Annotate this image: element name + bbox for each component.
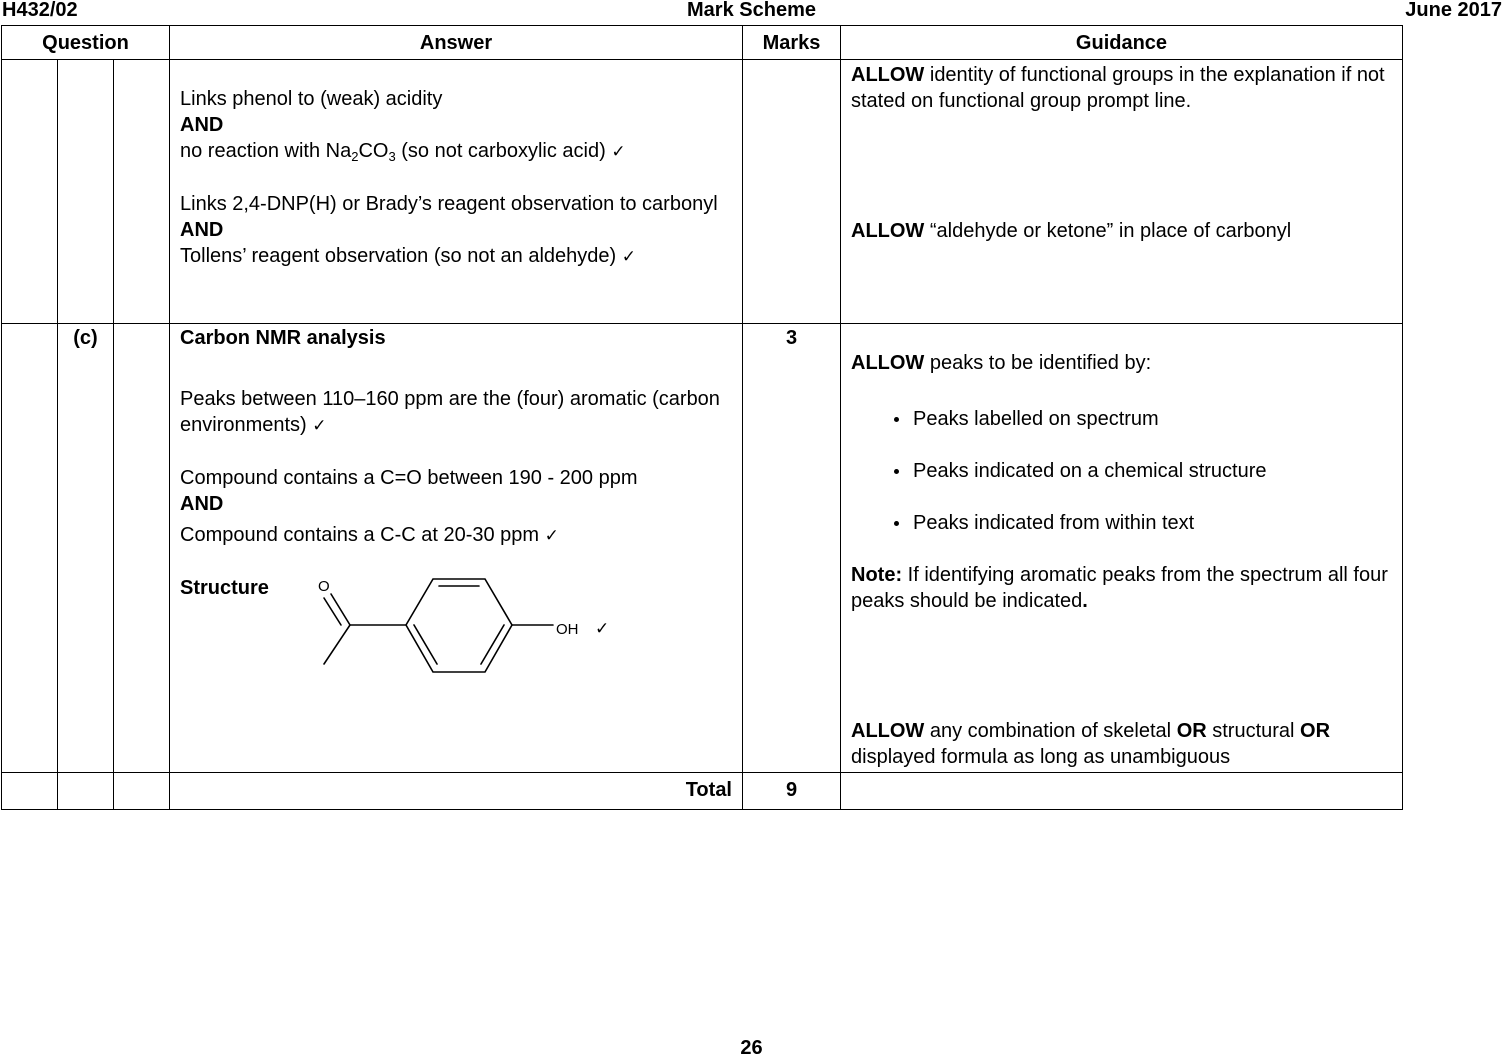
document-title: Mark Scheme xyxy=(687,0,816,21)
tick-icon: ✓ xyxy=(312,416,327,436)
question-subpart-cell xyxy=(114,60,170,324)
page-number: 26 xyxy=(740,1037,763,1059)
methyl-bond xyxy=(324,625,350,664)
answer-connective: AND xyxy=(180,114,224,136)
answer-header: Answer xyxy=(170,26,743,60)
carbonyl-double-bond xyxy=(324,598,341,625)
structure-label: Structure xyxy=(180,577,269,599)
answer-heading: Carbon NMR analysis xyxy=(180,327,386,349)
document-date: June 2017 xyxy=(1405,0,1502,21)
carbonyl-double-bond xyxy=(331,594,350,625)
tick-icon: ✓ xyxy=(611,142,626,162)
tick-icon: ✓ xyxy=(621,247,637,267)
answer-cell xyxy=(170,60,743,324)
document-code: H432/02 xyxy=(2,0,78,21)
answer-connective: AND xyxy=(180,219,224,241)
atom-label-hydroxyl: OH xyxy=(556,621,579,638)
answer-connective: AND xyxy=(180,493,224,515)
question-part-cell xyxy=(58,60,114,324)
question-number-cell xyxy=(2,324,58,773)
table-row xyxy=(2,60,1403,324)
question-number-cell xyxy=(2,60,58,324)
answer-line: no reaction with $Na_2CO_3$ (so not carboxylic acid) ✓ xyxy=(180,140,626,164)
guidance-cell xyxy=(841,60,1403,324)
total-marks: 9 xyxy=(743,773,841,810)
tick-icon: ✓ xyxy=(595,619,610,639)
structure-block xyxy=(180,575,732,695)
guidance-cell xyxy=(841,324,1403,773)
total-row xyxy=(2,773,1403,810)
marks-cell: 3 xyxy=(743,324,841,773)
guidance-text: ALLOW any combination of skeletal OR structural OR displayed formula as long as unambiguous xyxy=(851,720,1331,768)
atom-label-oxygen: O xyxy=(318,578,330,595)
tick-icon: ✓ xyxy=(544,526,559,546)
answer-line: Compound contains a C=O between 190 - 200 ppm xyxy=(180,467,638,489)
header-row xyxy=(2,26,1403,60)
marks-header: Marks xyxy=(743,26,841,60)
answer-line: Peaks between 110–160 ppm are the (four) aromatic (carbon environments) ✓ xyxy=(180,388,720,436)
list-item: Peaks indicated from within text xyxy=(913,510,1392,536)
answer-line: Links phenol to (weak) acidity xyxy=(180,88,443,110)
guidance-bullet-list xyxy=(851,406,1392,536)
list-item: Peaks indicated on a chemical structure xyxy=(913,458,1392,484)
skeletal-structure-diagram xyxy=(305,565,635,685)
question-header: Question xyxy=(2,26,170,60)
total-label: Total xyxy=(170,773,743,810)
benzene-ring xyxy=(406,579,512,672)
guidance-text: ALLOW “aldehyde or ketone” in place of carbonyl xyxy=(851,220,1292,242)
guidance-text: ALLOW peaks to be identified by: xyxy=(851,352,1152,374)
list-item: Peaks labelled on spectrum xyxy=(913,406,1392,432)
table-row xyxy=(2,324,1403,773)
question-part-cell: (c) xyxy=(58,324,114,773)
answer-line: Links 2,4-DNP(H) or Brady’s reagent observation to carbonyl xyxy=(180,193,718,215)
guidance-text: ALLOW identity of functional groups in the explanation if not stated on functional group prompt line. xyxy=(851,64,1385,112)
question-subpart-cell xyxy=(114,324,170,773)
mark-scheme-table xyxy=(1,25,1403,810)
marks-cell xyxy=(743,60,841,324)
answer-line: Compound contains a C-C at 20-30 ppm ✓ xyxy=(180,524,559,546)
answer-line: Tollens’ reagent observation (so not an aldehyde) ✓ xyxy=(180,245,637,267)
answer-cell xyxy=(170,324,743,773)
guidance-header: Guidance xyxy=(841,26,1403,60)
guidance-note: Note: If identifying aromatic peaks from the spectrum all four peaks should be indicated. xyxy=(851,564,1388,612)
